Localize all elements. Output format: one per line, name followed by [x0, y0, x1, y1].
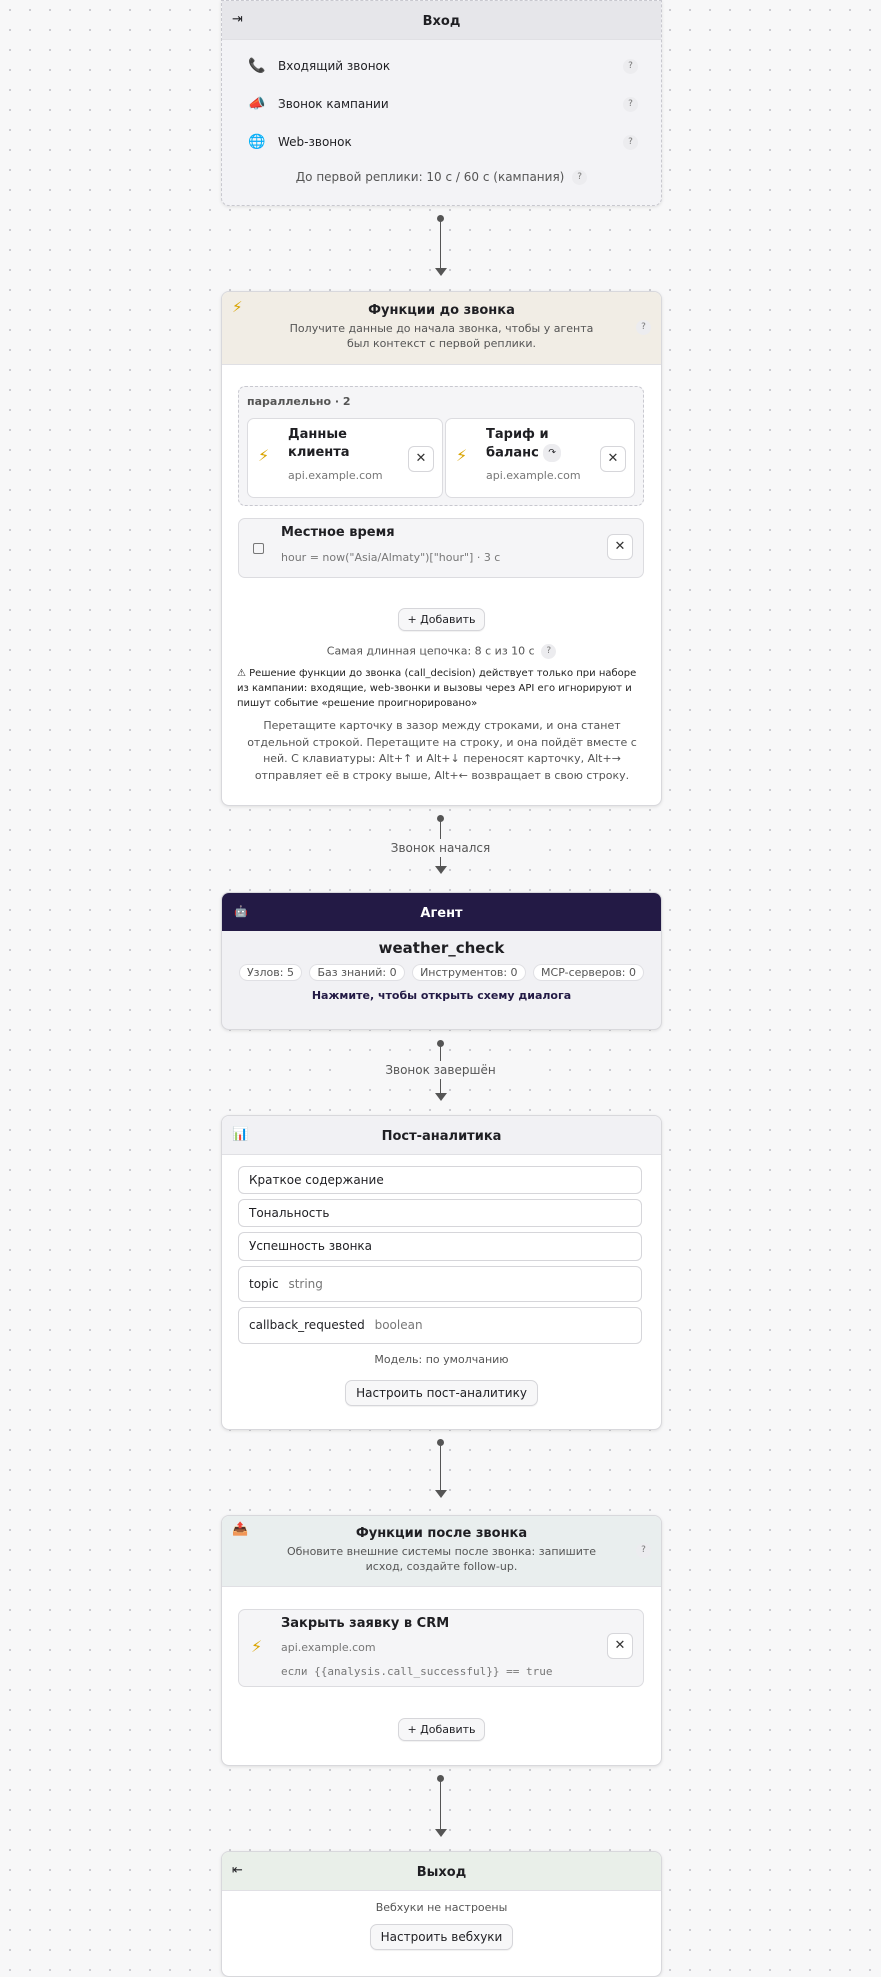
- add-row: [222, 1718, 661, 1741]
- function-host: api.example.com: [486, 469, 581, 482]
- function-condition: если {{analysis.call_successful}} == true: [281, 1665, 553, 1678]
- add-function-button[interactable]: + Добавить: [398, 1718, 484, 1741]
- post-analytics-card: [221, 1115, 662, 1430]
- pre-call-card: [221, 291, 662, 806]
- function-title: Данные клиента: [288, 427, 350, 460]
- connector-arrow: [435, 1093, 447, 1101]
- bolt-icon: ⚡: [456, 446, 468, 465]
- pre-call-header: [222, 292, 661, 365]
- parallel-group: [238, 386, 644, 506]
- connector-arrow: [435, 1490, 447, 1498]
- help-icon[interactable]: ?: [636, 320, 651, 335]
- exit-header: [222, 1852, 661, 1891]
- first-reply-row: [222, 170, 661, 185]
- agent-stats: [222, 964, 661, 981]
- open-dialog-link[interactable]: Нажмите, чтобы открыть схему диалога: [311, 989, 572, 1002]
- entry-item-label: Web-звонок: [278, 135, 352, 149]
- configure-webhooks-button[interactable]: Настроить вебхуки: [370, 1924, 514, 1950]
- pre-call-subtitle: Получите данные до начала звонка, чтобы у агента был контекст с первой реплики.: [289, 322, 594, 350]
- field-name: topic: [249, 1277, 279, 1291]
- entry-item-campaign[interactable]: [248, 94, 638, 116]
- connector-arrow: [435, 268, 447, 276]
- analytics-field[interactable]: [238, 1232, 642, 1261]
- connector-arrow: [435, 1829, 447, 1837]
- robot-icon: 🤖: [234, 905, 248, 918]
- configure-row: [222, 1380, 661, 1406]
- field-type: string: [288, 1277, 323, 1291]
- connector-line: [440, 219, 441, 269]
- function-card-local-time[interactable]: [238, 518, 644, 578]
- webhooks-status: Вебхуки не настроены: [375, 1901, 508, 1914]
- agent-name: weather_check: [378, 939, 505, 957]
- function-card-client-data[interactable]: [247, 418, 443, 498]
- model-label: Модель: по умолчанию: [374, 1353, 509, 1366]
- add-row: [222, 608, 661, 631]
- post-call-header: [222, 1516, 661, 1587]
- exit-title: Выход: [416, 1865, 467, 1880]
- function-title: Закрыть заявку в CRM: [281, 1616, 450, 1631]
- longest-chain-text: Самая длинная цепочка: 8 с из 10 с: [326, 644, 535, 658]
- stat-badge: MCP-серверов: 0: [533, 964, 644, 981]
- field-type: boolean: [374, 1318, 423, 1332]
- connector-label: Звонок начался: [340, 839, 541, 857]
- function-title-text: Тариф и баланс: [486, 427, 549, 461]
- function-card-close-crm[interactable]: [238, 1609, 644, 1687]
- connector-line: [440, 1779, 441, 1830]
- help-icon[interactable]: ?: [623, 135, 638, 150]
- entry-item-label: Звонок кампании: [278, 97, 389, 111]
- entry-card: [221, 0, 662, 206]
- help-icon[interactable]: ?: [623, 97, 638, 112]
- longest-chain-row: [222, 644, 661, 659]
- phone-icon: 📞: [248, 58, 266, 74]
- entry-icon: ⇥: [232, 12, 243, 27]
- post-call-card: [221, 1515, 662, 1766]
- bolt-icon: ⚡: [258, 446, 270, 465]
- parallel-label: параллельно · 2: [247, 395, 351, 408]
- connector-line: [440, 1443, 441, 1491]
- field-name: Тональность: [249, 1206, 330, 1220]
- analytics-field[interactable]: [238, 1199, 642, 1227]
- function-host: api.example.com: [288, 469, 383, 482]
- add-function-button[interactable]: + Добавить: [398, 608, 484, 631]
- configure-row: [222, 1924, 661, 1950]
- globe-icon: 🌐: [248, 134, 266, 150]
- retry-badge: ↷: [543, 444, 561, 462]
- entry-item-incoming[interactable]: [248, 56, 638, 78]
- function-host: api.example.com: [281, 1641, 376, 1654]
- chart-icon: 📊: [232, 1127, 249, 1142]
- first-reply-text: До первой реплики: 10 с / 60 с (кампания): [295, 170, 565, 184]
- bolt-icon: ⚡: [232, 298, 243, 316]
- agent-header: [222, 893, 661, 931]
- post-analytics-title: Пост-аналитика: [381, 1129, 502, 1144]
- pre-call-title: Функции до звонка: [368, 303, 515, 318]
- agent-title: Агент: [420, 906, 463, 921]
- configure-post-analytics-button[interactable]: Настроить пост-аналитику: [345, 1380, 538, 1406]
- call-decision-warning: ⚠ Решение функции до звонка (call_decision) действует только при наборе из кампании: входящие, web-звонки и вызовы через API его игнорируют и пишут событие «решение проигнорировано»: [237, 668, 637, 709]
- exit-icon: ⇤: [232, 1863, 243, 1878]
- entry-title: Вход: [422, 14, 461, 29]
- help-icon[interactable]: ?: [636, 1543, 651, 1558]
- stat-badge: Баз знаний: 0: [309, 964, 404, 981]
- exit-card: [221, 1851, 662, 1977]
- post-call-title: Функции после звонка: [355, 1526, 528, 1541]
- megaphone-icon: 📣: [248, 96, 266, 112]
- function-title: [486, 426, 596, 463]
- analytics-field[interactable]: [238, 1307, 642, 1344]
- connector-arrow: [435, 866, 447, 874]
- stat-badge: Инструментов: 0: [412, 964, 525, 981]
- remove-button[interactable]: ✕: [408, 446, 434, 472]
- outbox-icon: 📤: [232, 1522, 249, 1537]
- analytics-field[interactable]: [238, 1166, 642, 1194]
- post-call-subtitle: Обновите внешние системы после звонка: запишите исход, создайте follow-up.: [286, 1545, 597, 1573]
- stat-badge: Узлов: 5: [239, 964, 302, 981]
- help-icon[interactable]: ?: [541, 644, 556, 659]
- entry-item-label: Входящий звонок: [278, 59, 391, 73]
- remove-button[interactable]: ✕: [607, 534, 633, 560]
- field-name: Успешность звонка: [249, 1239, 373, 1253]
- connector-label: Звонок завершён: [340, 1061, 541, 1079]
- help-icon[interactable]: ?: [623, 59, 638, 74]
- help-icon[interactable]: ?: [572, 170, 587, 185]
- drag-hint: Перетащите карточку в зазор между строками, и она станет отдельной строкой. Перетащите на строку, и она пойдёт вместе с ней. С клавиатуры: Alt+↑ и Alt+↓ переносят карточку, Alt+→ отправляет её в строку выше, Alt+← возвращает в свою строку.: [247, 719, 637, 782]
- function-card-tariff-balance[interactable]: [445, 418, 635, 498]
- remove-button[interactable]: ✕: [607, 1633, 633, 1659]
- bolt-icon: ⚡: [251, 1637, 263, 1656]
- checkbox-icon[interactable]: [253, 543, 264, 554]
- field-name: Краткое содержание: [249, 1173, 384, 1187]
- analytics-field[interactable]: [238, 1266, 642, 1302]
- agent-card[interactable]: [221, 892, 662, 1030]
- function-title: Местное время: [281, 525, 395, 540]
- post-analytics-header: [222, 1116, 661, 1155]
- entry-item-web[interactable]: [248, 132, 638, 154]
- function-expression: hour = now("Asia/Almaty")["hour"] · 3 с: [281, 551, 501, 564]
- entry-header: [222, 1, 661, 40]
- field-name: callback_requested: [249, 1318, 365, 1332]
- remove-button[interactable]: ✕: [600, 446, 626, 472]
